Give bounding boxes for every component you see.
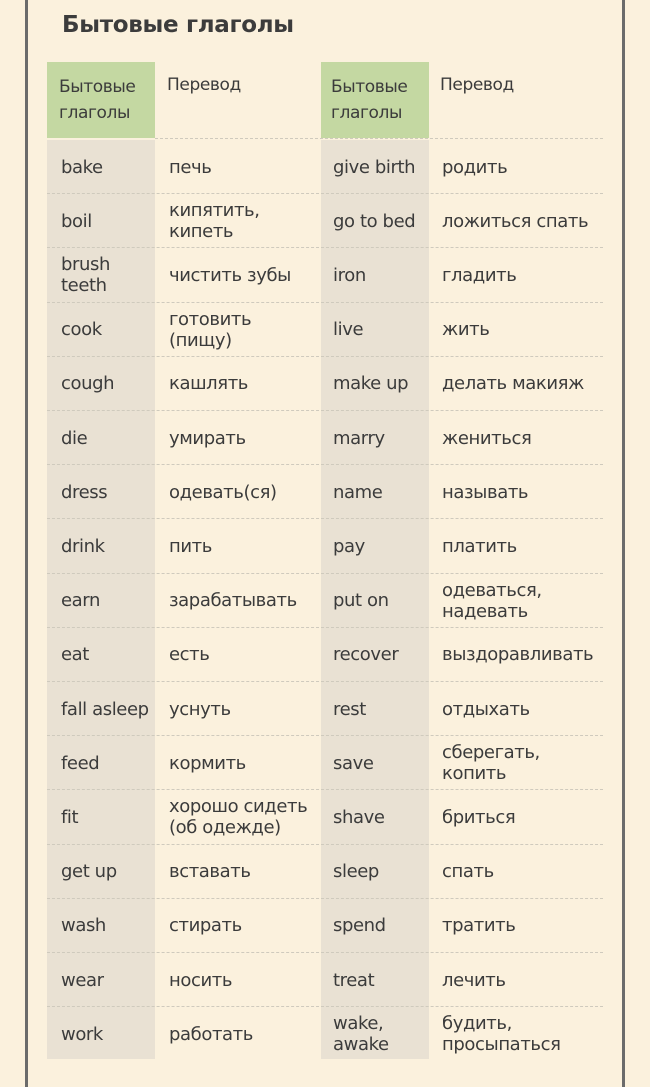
right-verb-cell: put on	[333, 590, 389, 612]
left-verb-cell: brush teeth	[61, 254, 111, 297]
right-verb-cell: treat	[333, 969, 375, 991]
left-verb-cell: dress	[61, 481, 108, 503]
right-verb-cell: iron	[333, 264, 366, 286]
right-verb-cell: make up	[333, 373, 409, 395]
right-translation-cell: одеваться, надевать	[442, 579, 542, 622]
left-verb-cell: boil	[61, 210, 92, 232]
right-verb-cell: marry	[333, 427, 385, 449]
right-translation-cell: сберегать, копить	[442, 742, 540, 785]
left-translation-cell: чистить зубы	[169, 264, 291, 286]
left-verb-cell: get up	[61, 861, 117, 883]
left-translation-cell: хорошо сидеть (об одежде)	[169, 796, 308, 839]
header-verbs-right: Бытовые глаголы	[331, 77, 408, 123]
right-verb-cell: pay	[333, 535, 365, 557]
left-translation-cell: умирать	[169, 427, 246, 449]
right-verb-cell: sleep	[333, 861, 379, 883]
right-translation-cell: отдыхать	[442, 698, 530, 720]
left-translation-cell: одевать(ся)	[169, 481, 277, 503]
right-verb-cell: give birth	[333, 156, 416, 178]
left-translation-cell: вставать	[169, 861, 251, 883]
left-translation-cell: пить	[169, 535, 212, 557]
left-verb-cell: work	[61, 1023, 103, 1045]
right-translation-cell: жить	[442, 319, 490, 341]
right-translation-cell: тратить	[442, 915, 516, 937]
header-translation-left: Перевод	[167, 75, 241, 95]
right-translation-cell: бриться	[442, 806, 516, 828]
right-verb-cell: spend	[333, 915, 386, 937]
right-translation-cell: ложиться спать	[442, 210, 589, 232]
right-translation-cell: платить	[442, 535, 517, 557]
left-border	[25, 0, 28, 1087]
left-verb-cell: fit	[61, 806, 79, 828]
left-verb-cell: wear	[61, 969, 104, 991]
right-verb-cell: rest	[333, 698, 366, 720]
left-translation-cell: стирать	[169, 915, 242, 937]
header-verbs-left: Бытовые глаголы	[59, 77, 136, 123]
right-verb-cell: save	[333, 752, 374, 774]
header-divider	[155, 138, 603, 139]
right-verb-cell: go to bed	[333, 210, 416, 232]
right-translation-cell: жениться	[442, 427, 532, 449]
right-translation-cell: выздоравливать	[442, 644, 594, 666]
left-verb-cell: eat	[61, 644, 89, 666]
left-verb-cell: earn	[61, 590, 100, 612]
left-translation-cell: кормить	[169, 752, 246, 774]
right-translation-cell: лечить	[442, 969, 506, 991]
left-verb-cell: cough	[61, 373, 115, 395]
left-translation-cell: кашлять	[169, 373, 248, 395]
left-translation-cell: носить	[169, 969, 233, 991]
right-translation-cell: родить	[442, 156, 508, 178]
left-verb-cell: fall asleep	[61, 698, 149, 720]
left-verb-cell: feed	[61, 752, 100, 774]
right-translation-cell: будить, просыпаться	[442, 1013, 561, 1056]
left-translation-cell: кипятить, кипеть	[169, 200, 260, 243]
left-translation-cell: печь	[169, 156, 212, 178]
left-translation-cell: зарабатывать	[169, 590, 297, 612]
left-verb-cell: wash	[61, 915, 106, 937]
right-verb-cell: recover	[333, 644, 399, 666]
right-translation-cell: называть	[442, 481, 529, 503]
right-verb-cell: shave	[333, 806, 385, 828]
right-verb-cell: wake, awake	[333, 1013, 389, 1056]
right-verb-cell: name	[333, 481, 383, 503]
page-title: Бытовые глаголы	[62, 12, 294, 38]
left-translation-cell: готовить (пищу)	[169, 308, 252, 351]
left-translation-cell: уснуть	[169, 698, 231, 720]
left-translation-cell: есть	[169, 644, 210, 666]
right-translation-cell: гладить	[442, 264, 517, 286]
left-verb-cell: cook	[61, 319, 102, 341]
right-verb-cell: live	[333, 319, 364, 341]
right-border	[622, 0, 625, 1087]
header-translation-right: Перевод	[440, 75, 514, 95]
left-translation-cell: работать	[169, 1023, 253, 1045]
left-verb-cell: die	[61, 427, 88, 449]
right-translation-cell: спать	[442, 861, 494, 883]
left-verb-cell: bake	[61, 156, 103, 178]
right-translation-cell: делать макияж	[442, 373, 584, 395]
left-verb-cell: drink	[61, 535, 105, 557]
